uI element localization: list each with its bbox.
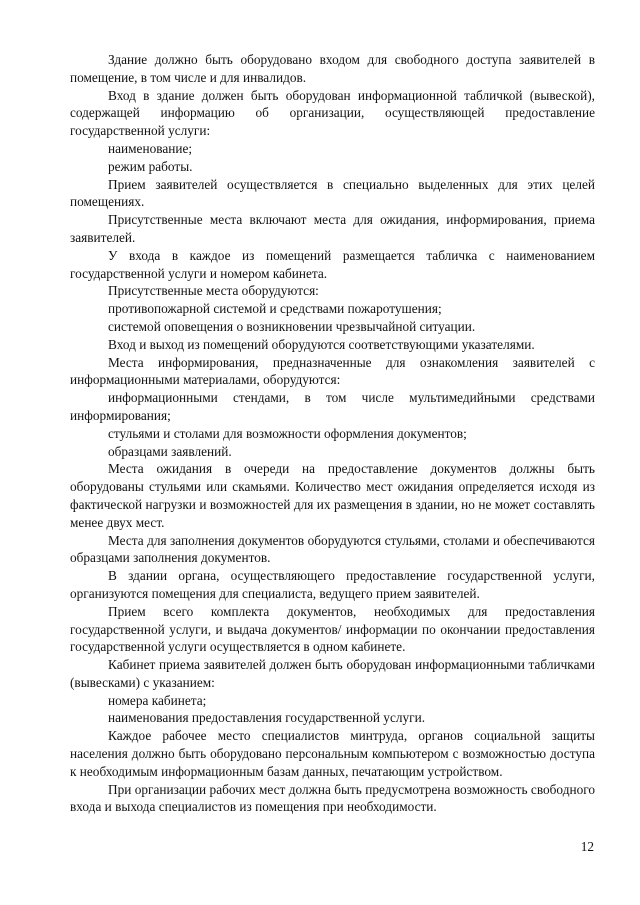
paragraph: Прием всего комплекта документов, необходимых для предоставления государственной услуги, и выдача документов/ информации по окончании предоставления государственной услуги осуществляется в одном кабинете. [70,603,595,655]
paragraph: Места информирования, предназначенные для ознакомления заявителей с информационными материалами, оборудуются: [70,354,595,388]
paragraph: Места для заполнения документов оборудуются стульями, столами и обеспечиваются образцами заполнения документов. [70,532,595,566]
list-item: стульями и столами для возможности оформления документов; [108,425,467,441]
list-item: наименования предоставления государственной услуги. [108,710,426,726]
list-item: режим работы. [108,158,193,174]
paragraph: Вход и выход из помещений оборудуются соответствующими указателями. [108,336,535,352]
page-number: 12 [580,839,594,854]
list-item: образцами заявлений. [108,443,232,459]
list-item: наименование; [108,140,193,156]
list-item: информационными стендами, в том числе мультимедийными средствами информирования; [70,390,595,423]
paragraph: Кабинет приема заявителей должен быть оборудован информационными табличками (вывесками) с указанием: [70,657,595,690]
list-item: номера кабинета; [108,692,207,708]
paragraph: У входа в каждое из помещений размещается табличка с наименованием государственной услуги и номером кабинета. [70,247,595,281]
paragraph: Вход в здание должен быть оборудован информационной табличкой (вывеской), содержащей информацию об организации, осуществляющей предоставление государственной услуги: [70,87,595,139]
list-item: противопожарной системой и средствами пожаротушения; [108,301,442,317]
list-item: системой оповещения о возникновении чрезвычайной ситуации. [108,318,476,334]
paragraph: Каждое рабочее место специалистов минтруда, органов социальной защиты населения должно быть оборудовано персональным компьютером с возможностью доступа к необходимым информационным базам данных, печатающим устройством. [70,728,595,779]
paragraph: Присутственные места включают места для ожидания, информирования, приема заявителей. [70,212,595,245]
paragraph: При организации рабочих мест должна быть предусмотрена возможность свободного входа и выхода специалистов из помещения при необходимости. [70,781,595,815]
paragraph: В здании органа, осуществляющего предоставление государственной услуги, организуются помещения для специалиста, ведущего прием заявителей. [70,568,595,601]
paragraph: Прием заявителей осуществляется в специально выделенных для этих целей помещениях. [70,176,595,210]
list-heading: Присутственные места оборудуются: [108,283,319,299]
document-body [70,51,595,816]
paragraph: Здание должно быть оборудовано входом для свободного доступа заявителей в помещение, в том числе и для инвалидов. [70,52,595,85]
paragraph: Места ожидания в очереди на предоставление документов должны быть оборудованы стульями или скамьями. Количество мест ожидания определяется исходя из фактической нагрузки и возможностей для их размещения в здании, но не может составлять менее двух мест. [70,461,595,530]
